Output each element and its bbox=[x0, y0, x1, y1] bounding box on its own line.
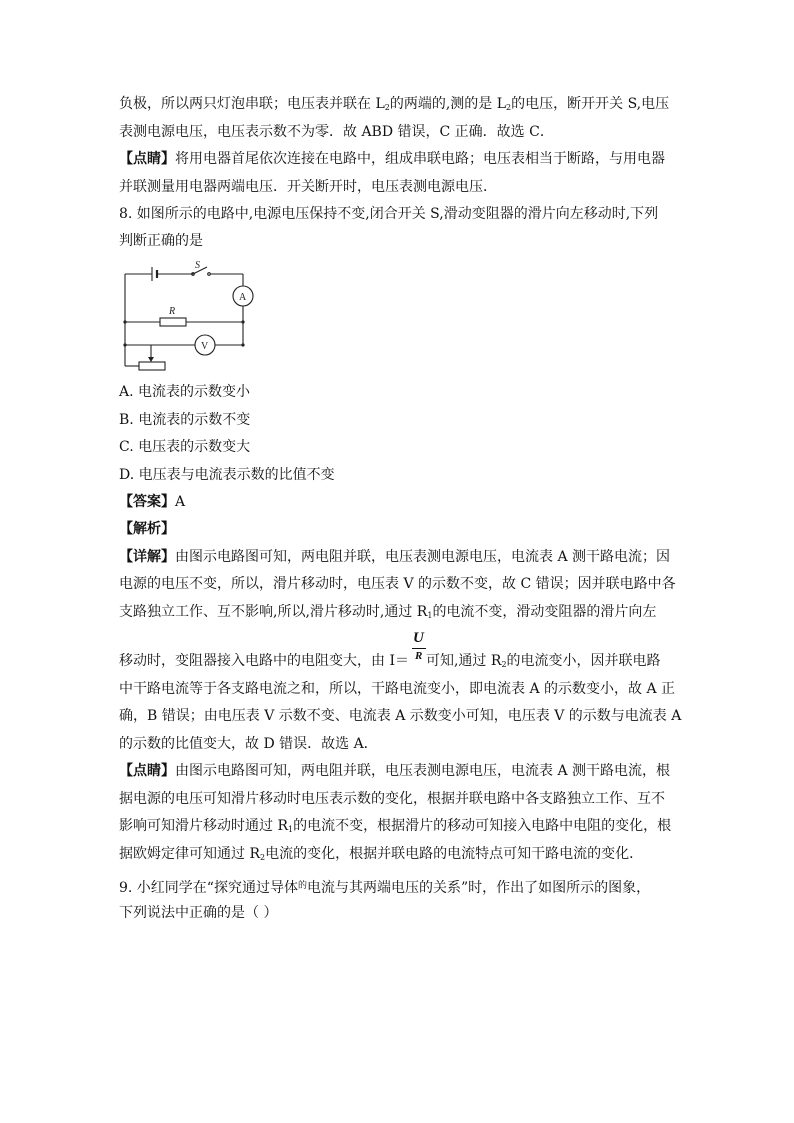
xiangjie-tag: 【详解】 bbox=[119, 549, 175, 565]
text-line: 并联测量用电器两端电压．开关断开时，电压表测电源电压． bbox=[119, 179, 497, 195]
text-line: 【详解】由图示电路图可知，两电阻并联，电压表测电源电压，电流表 A 测干路电流；因 bbox=[119, 549, 671, 565]
circuit-diagram bbox=[115, 258, 255, 373]
slider-arrow bbox=[148, 357, 154, 362]
answer-tag: 【答案】 bbox=[119, 494, 175, 510]
text-line: 据电源的电压可知滑片移动时电压表示数的变化，根据并联电路中各支路独立工作、互不 bbox=[119, 791, 665, 807]
text-line: 负极，所以两只灯泡串联；电压表并联在 $L_2$的两端的,测的是 $L_2$的电压，断开开关 S,电压 bbox=[119, 96, 670, 112]
resistor-symbol bbox=[160, 318, 186, 326]
question-9-stem: 9. 小红同学在“探究通过导体$^的$电流与其两端电压的关系”时，作出了如图所示的图象， bbox=[119, 880, 651, 896]
switch-label: S bbox=[195, 260, 200, 271]
resistor-label: R bbox=[169, 306, 176, 317]
text-line: 据欧姆定律可知通过 $R_2$电流的变化，根据并联电路的电流特点可知干路电流的变化． bbox=[119, 846, 644, 862]
rheostat-symbol bbox=[139, 362, 165, 370]
dianjing-tag: 【点睛】 bbox=[119, 763, 175, 779]
fraction-denominator: R bbox=[415, 650, 423, 662]
voltmeter-label: V bbox=[201, 341, 209, 352]
dianjing-tag: 【点睛】 bbox=[119, 151, 175, 167]
text-line: 表测电源电压，电压表示数不为零．故 ABD 错误，C 正确．故选 C． bbox=[119, 124, 554, 140]
text-line: 中干路电流等于各支路电流之和，所以，干路电流变小，即电流表 A 的示数变小，故 A 正 bbox=[119, 681, 676, 697]
text-line: 【点睛】由图示电路图可知，两电阻并联，电压表测电源电压，电流表 A 测干路电流，根 bbox=[119, 763, 671, 779]
answer-value: A bbox=[175, 494, 186, 510]
text-line: 【点睛】将用电器首尾依次连接在电路中，组成串联电路；电压表相当于断路，与用电器 bbox=[119, 151, 665, 167]
fraction-bar bbox=[412, 648, 426, 649]
text-line: 支路独立工作、互不影响,所以,滑片移动时,通过 $R_1$的电流不变，滑动变阻器的滑片向左 bbox=[119, 604, 657, 620]
question-8-stem: 8. 如图所示的电路中,电源电压保持不变,闭合开关 S,滑动变阻器的滑片向左移动时,下列 bbox=[119, 206, 659, 222]
option-c: C. 电压表的示数变大 bbox=[119, 439, 251, 455]
ammeter-label: A bbox=[239, 292, 247, 303]
text-line: 移动时，变阻器接入电路中的电阻变大，由 I＝ 可知,通过 $R_2$的电流变小，因并联电路 bbox=[119, 653, 661, 669]
jiexi-tag: 【解析】 bbox=[119, 521, 175, 537]
answer-line bbox=[119, 494, 185, 510]
option-d: D. 电压表与电流表示数的比值不变 bbox=[119, 467, 335, 483]
text-line: 影响可知滑片移动时通过 $R_1$的电流不变，根据滑片的移动可知接入电路中电阻的变化，根 bbox=[119, 818, 672, 834]
question-9-stem: 下列说法中正确的是（ ） bbox=[119, 905, 278, 921]
text-line: 电源的电压不变，所以，滑片移动时，电压表 V 的示数不变，故 C 错误；因并联电路中各 bbox=[119, 576, 676, 592]
text-line: 确，B 错误；由电压表 V 示数不变、电流表 A 示数变小可知，电压表 V 的示数与电流表 A bbox=[119, 708, 682, 724]
option-a: A. 电流表的示数变小 bbox=[119, 384, 251, 400]
fraction-numerator: U bbox=[413, 630, 424, 646]
text-line: 的示数的比值变大，故 D 错误．故选 A． bbox=[119, 736, 378, 752]
question-8-stem: 判断正确的是 bbox=[119, 233, 203, 249]
option-b: B. 电流表的示数不变 bbox=[119, 412, 251, 428]
